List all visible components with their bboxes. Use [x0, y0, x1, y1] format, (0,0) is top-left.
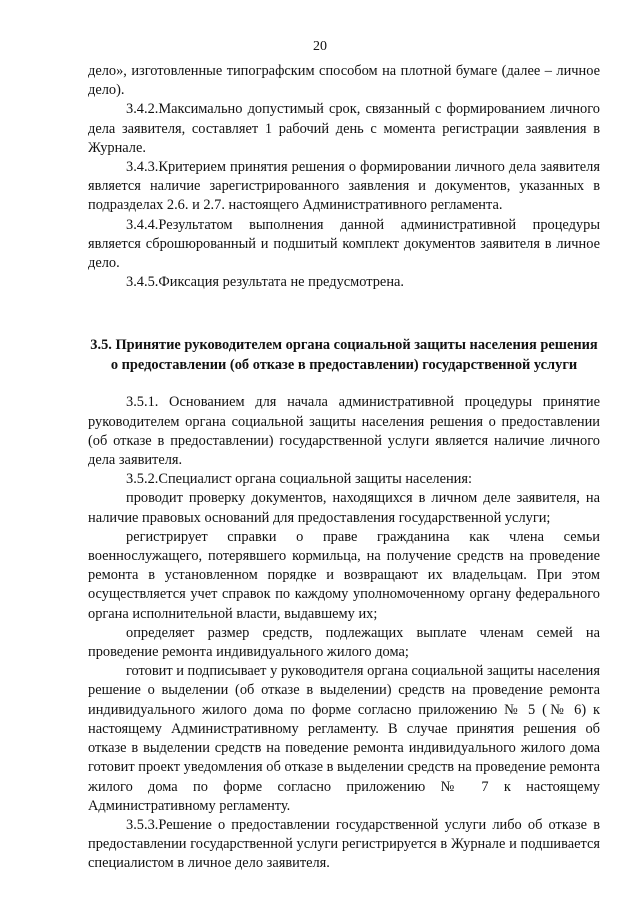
paragraph: 3.5.2.Специалист органа социальной защиты населения:	[126, 471, 472, 488]
paragraph: 3.4.3.Критерием принятия решения о формировании личного дела заявителя является наличие зарегистрированного заявления и документов, указанных в подразделах 2.6. и 2.7. настоящего Административного регламента.	[88, 159, 600, 214]
paragraph: 3.5.3.Решение о предоставлении государственной услуги либо об отказе в предоставлении государственной услуги регистрируется в Журнале и подшивается специалистом в личное дело заявителя.	[88, 816, 600, 872]
paragraph: регистрирует справки о праве гражданина как члена семьи военнослужащего, потерявшего кормильца, на получение средств на проведение ремонта в установленном порядке и возвращают их владельцам. При этом осуществляется учет справок по каждому уполномоченному органу федерального органа исполнительной власти, выдавшему их;	[88, 528, 600, 622]
paragraph: готовит и подписывает у руководителя органа социальной защиты населения решение о выделении (об отказе в выделении) средств на проведение ремонта индивидуального жилого дома по форме согласно приложению № 5 (№ 6) к настоящему Административному регламенту. В случае принятия решения об отказе в выделении средств на поведение ремонта индивидуального жилого дома готовит проект уведомления об отказе в выделении средств на проведение ремонта жилого дома по форме согласно приложению № 7 к настоящему Административному регламенту.	[88, 663, 600, 814]
section-heading: 3.5. Принятие руководителем органа социальной защиты населения решения о предоставлении (об отказе в предоставлении) государственной услуги	[90, 337, 598, 373]
bottom-paragraphs	[88, 393, 600, 873]
document-body	[88, 62, 600, 874]
top-paragraphs	[88, 62, 600, 292]
paragraph: 3.4.5.Фиксация результата не предусмотрена.	[126, 274, 405, 291]
paragraph: 3.4.4.Результатом выполнения данной административной процедуры является сброшюрованный и подшитый комплект документов заявителя в личное дело.	[88, 216, 600, 272]
paragraph: проводит проверку документов, находящихся в личном деле заявителя, на наличие правовых оснований для предоставления государственной услуги;	[88, 490, 600, 526]
paragraph: 3.5.1. Основанием для начала административной процедуры принятие руководителем органа социальной защиты населения решения о предоставлении (об отказе в предоставлении) государственной услуги является наличие личного дела заявителя.	[88, 394, 600, 469]
paragraph: определяет размер средств, подлежащих выплате членам семей на проведение ремонта индивидуального жилого дома;	[88, 624, 600, 661]
paragraph: дело», изготовленные типографским способом на плотной бумаге (далее – личное дело).	[88, 63, 600, 99]
paragraph: 3.4.2.Максимально допустимый срок, связанный с формированием личного дела заявителя, составляет 1 рабочий день с момента регистрации заявления в Журнале.	[88, 101, 600, 156]
page-number: 20	[313, 39, 327, 54]
